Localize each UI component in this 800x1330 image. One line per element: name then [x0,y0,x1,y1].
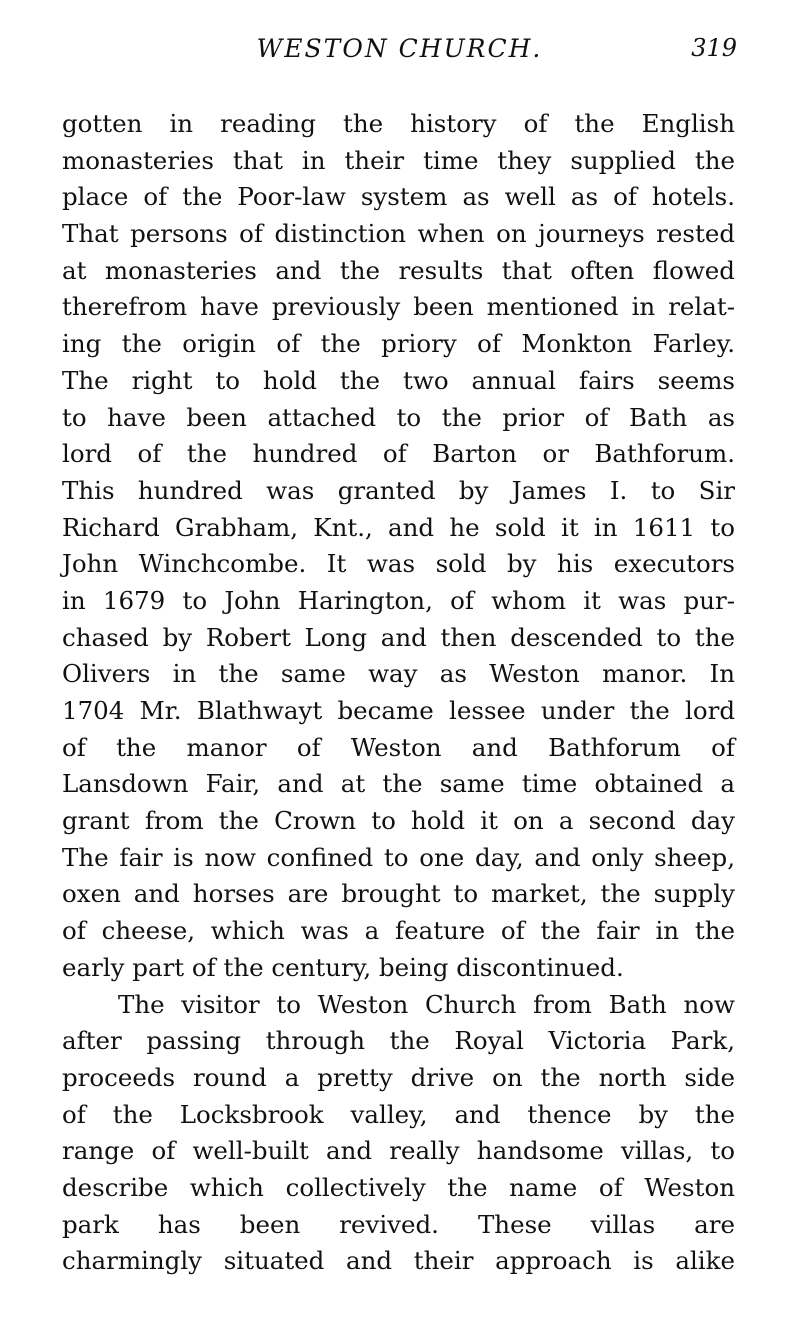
text-line: early part of the century, being discontinued. [62,952,624,982]
text-line: ing the origin of the priory of Monkton Farley. [62,329,735,359]
text-line: Olivers in the same way as Weston manor. In [62,659,735,689]
running-title: WESTON CHURCH. [256,34,543,63]
text-line: Lansdown Fair, and at the same time obtained a [62,769,735,799]
text-line: Richard Grabham, Knt., and he sold it in 1611 to [62,512,735,542]
text-line: oxen and horses are brought to market, the supply [62,879,735,909]
text-line: of the Locksbrook valley, and thence by the [62,1099,735,1129]
text-line: park has been revived. These villas are [62,1209,735,1239]
text-line: John Winchcombe. It was sold by his executors [62,549,735,579]
text-line: to have been attached to the prior of Bath as [62,402,735,432]
text-line: That persons of distinction when on journeys rested [62,219,735,249]
text-line: place of the Poor-law system as well as of hotels. [62,182,735,212]
text-line: 1704 Mr. Blathwayt became lessee under the lord [62,696,735,725]
text-line: describe which collectively the name of Weston [62,1172,735,1202]
text-line: therefrom have previously been mentioned in relat- [62,292,735,322]
text-line: grant from the Crown to hold it on a second day [62,806,735,836]
text-line: This hundred was granted by James I. to Sir [62,475,735,505]
text-line: lord of the hundred of Barton or Bathforum. [62,439,735,469]
text-line: charmingly situated and their approach is alike [62,1246,735,1276]
text-line: monasteries that in their time they supplied the [62,145,735,175]
text-line: at monasteries and the results that often flowed [62,255,735,285]
text-line: The fair is now confined to one day, and only sheep, [62,842,735,872]
text-line: after passing through the Royal Victoria Park, [62,1026,735,1056]
text-line: The visitor to Weston Church from Bath now [118,989,735,1019]
text-line: proceeds round a pretty drive on the north side [62,1062,735,1092]
body-text [62,106,735,1280]
text-line: in 1679 to John Harington, of whom it was pur- [62,585,735,615]
text-line: gotten in reading the history of the English [62,109,735,138]
text-line: range of well-built and really handsome villas, to [62,1136,735,1166]
page-number: 319 [691,34,737,62]
text-line: of cheese, which was a feature of the fair in the [62,916,735,946]
text-line: chased by Robert Long and then descended to the [62,622,735,652]
text-line: The right to hold the two annual fairs seems [62,365,735,395]
text-line: of the manor of Weston and Bathforum of [62,732,735,762]
page-header [62,30,737,70]
